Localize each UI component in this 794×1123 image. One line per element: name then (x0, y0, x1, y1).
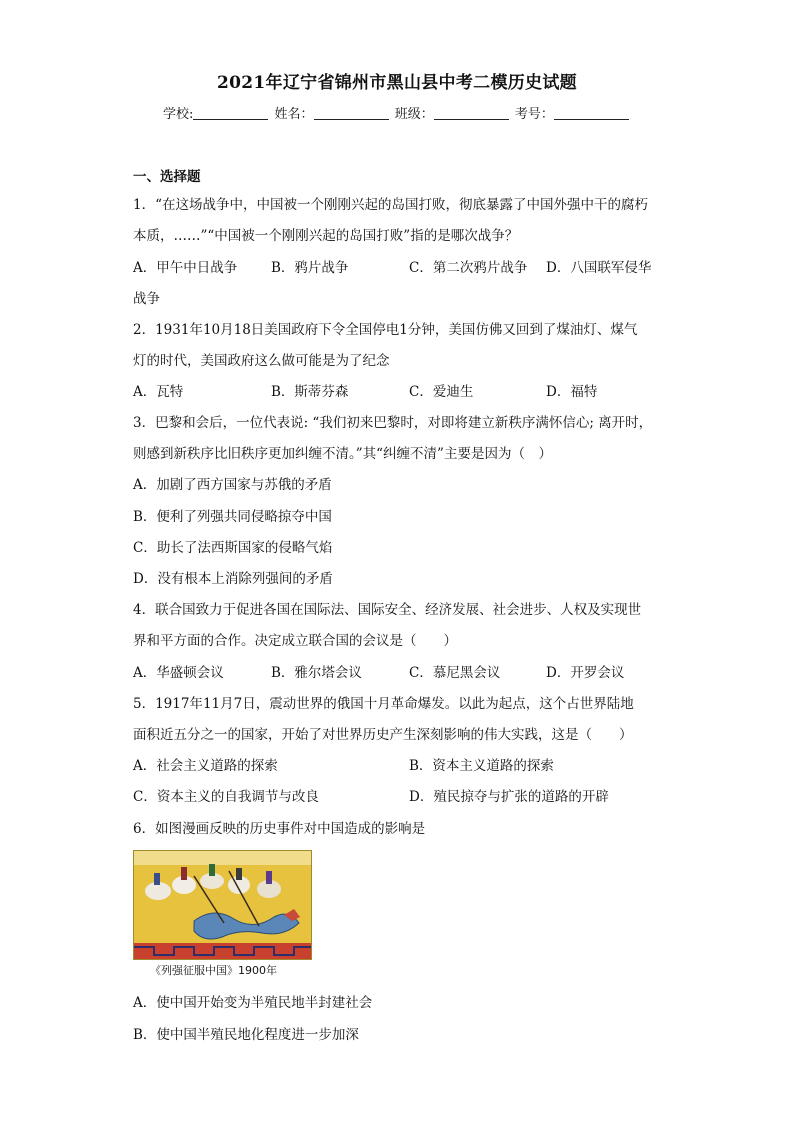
q6-option-a[interactable]: A．使中国开始变为半殖民地半封建社会 (133, 995, 373, 1011)
q4-line-2: 界和平方面的合作。决定成立联合国的会议是（ ） (133, 633, 457, 649)
q1-line-2: 本质，……”“中国被一个刚刚兴起的岛国打败”指的是哪次战争？ (133, 228, 519, 244)
class-blank[interactable] (434, 107, 509, 120)
q4-option-c[interactable]: C．慕尼黑会议 (409, 665, 501, 681)
cartoon-illustration (134, 851, 311, 959)
exam-no-label: 考号： (514, 107, 554, 122)
q2-option-b[interactable]: B．斯蒂芬森 (271, 384, 349, 400)
exam-title: 2021年辽宁省锦州市黑山县中考二模历史试题 (217, 73, 577, 93)
q4-option-b[interactable]: B．雅尔塔会议 (271, 665, 362, 681)
q5-line-2: 面积近五分之一的国家，开始了对世界历史产生深刻影响的伟大实践，这是（ ） (133, 727, 633, 743)
q6-line-1: 6．如图漫画反映的历史事件对中国造成的影响是 (133, 821, 426, 837)
q3-option-d[interactable]: D．没有根本上消除列强间的矛盾 (133, 571, 333, 587)
q1-option-a[interactable]: A．甲午中日战争 (133, 260, 238, 276)
q3-option-b[interactable]: B．便利了列强共同侵略掠夺中国 (133, 509, 332, 525)
q1-option-d[interactable]: D．八国联军侵华 (546, 260, 652, 276)
class-label: 班级： (394, 107, 434, 122)
name-blank[interactable] (314, 107, 389, 120)
exam-no-blank[interactable] (554, 107, 629, 120)
cartoon-caption: 《列强征服中国》1900年 (150, 964, 277, 977)
q4-line-1: 4．联合国致力于促进各国在国际法、国际安全、经济发展、社会进步、人权及实现世 (133, 602, 642, 618)
q5-line-1: 5．1917年11月7日，震动世界的俄国十月革命爆发。以此为起点，这个占世界陆地 (133, 696, 634, 712)
q3-option-a[interactable]: A．加剧了西方国家与苏俄的矛盾 (133, 477, 332, 493)
student-info-line (163, 103, 631, 122)
q3-line-2: 则感到新秩序比旧秩序更加纠缠不清。”其“纠缠不清”主要是因为（ ） (133, 446, 552, 462)
q3-line-1: 3．巴黎和会后，一位代表说: “我们初来巴黎时，对即将建立新秩序满怀信心; 离开时， (133, 415, 653, 431)
cartoon-image (133, 850, 312, 960)
q1-line-1: 1．“在这场战争中，中国被一个刚刚兴起的岛国打败，彻底暴露了中国外强中干的腐朽 (133, 197, 648, 213)
q2-line-2: 灯的时代，美国政府这么做可能是为了纪念 (133, 353, 390, 369)
q5-option-b[interactable]: B．资本主义道路的探索 (409, 758, 554, 774)
q6-option-b[interactable]: B．使中国半殖民地化程度进一步加深 (133, 1027, 359, 1043)
q5-option-d[interactable]: D．殖民掠夺与扩张的道路的开辟 (409, 789, 609, 805)
q2-line-1: 2．1931年10月18日美国政府下令全国停电1分钟，美国仿佛又回到了煤油灯、煤气 (133, 322, 638, 338)
q1-option-c[interactable]: C．第二次鸦片战争 (409, 260, 528, 276)
q1-option-d-tail: 战争 (133, 291, 160, 307)
school-label: 学校: (163, 107, 194, 122)
q4-option-d[interactable]: D．开罗会议 (546, 665, 625, 681)
name-label: 姓名： (274, 107, 314, 122)
school-blank[interactable] (193, 107, 268, 120)
q5-option-c[interactable]: C．资本主义的自我调节与改良 (133, 789, 319, 805)
q3-option-c[interactable]: C．助长了法西斯国家的侵略气焰 (133, 540, 333, 556)
q2-option-a[interactable]: A．瓦特 (133, 384, 184, 400)
q2-option-c[interactable]: C．爱迪生 (409, 384, 474, 400)
q1-option-b[interactable]: B．鸦片战争 (271, 260, 349, 276)
section-title: 一、选择题 (133, 169, 201, 185)
q2-option-d[interactable]: D．福特 (546, 384, 598, 400)
q5-option-a[interactable]: A．社会主义道路的探索 (133, 758, 278, 774)
q4-option-a[interactable]: A．华盛顿会议 (133, 665, 224, 681)
